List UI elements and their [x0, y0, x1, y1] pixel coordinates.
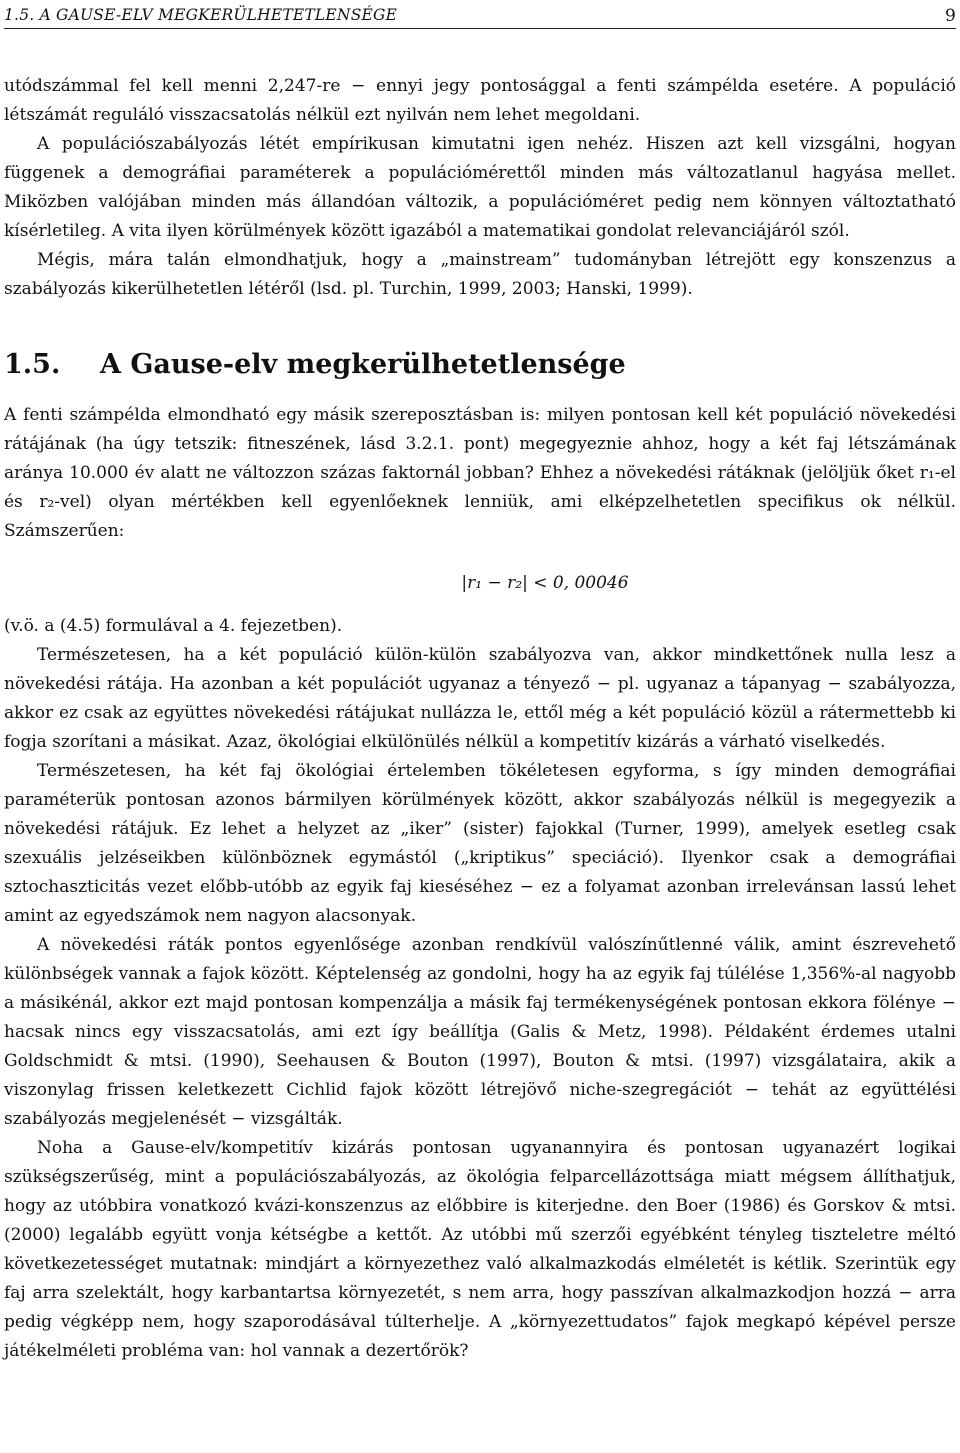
paragraph: A növekedési ráták pontos egyenlősége azonban rendkívül valószínűtlenné válik, amint észrevehető különbségek vannak a fajok között. Képtelenség az gondolni, hogy ha az egyik faj túlélése 1,356%-al nagyobb a másikénál, akkor ezt majd pontosan kompenzálja a másik faj termékenységének pontosan ekkora fölénye − hacsak nincs egy visszacsatolás, ami ezt így beállítja (Galis & Metz, 1998). Példaként érdemes utalni Goldschmidt & mtsi. (1990), Seehausen & Bouton (1997), Bouton & mtsi. (1997) vizsgálataira, akik a viszonylag frissen keletkezett Cichlid fajok között létrejövő niche-szegregációt − tehát az együttélési szabályozás megjelenését − vizsgálták.	[4, 935, 956, 1129]
formula: |r₁ − r₂| < 0, 00046	[461, 573, 629, 593]
header-rule	[4, 28, 956, 29]
paragraph: Természetesen, ha két faj ökológiai értelemben tökéletesen egyforma, s így minden demográfiai paraméterük pontosan azonos bármilyen körülmények között, akkor szabályozás nélkül is megegyezik a növekedési rátájuk. Ez lehet a helyzet az „iker” (sister) fajokkal (Turner, 1999), amelyek esetleg csak szexuális jelzéseikben különböznek egymástól („kriptikus” speciáció). Ilyenkor csak a demográfiai sztochaszticitás vezet előbb-utóbb az egyik faj kieséséhez − ez a folyamat azonban irrelevánsan lassú lehet amint az egyedszámok nem nagyon alacsonyak.	[4, 761, 956, 926]
section-heading	[4, 348, 956, 382]
section-number: 1.5.	[4, 349, 61, 380]
paragraph: Természetesen, ha a két populáció külön-külön szabályozva van, akkor mindkettőnek nulla lesz a növekedési rátája. Ha azonban a két populációt ugyanaz a tényező − pl. ugyanaz a tápanyag − szabályozza, akkor ez csak az együttes növekedési rátájukat nullázza le, ettől még a két populáció közül a rátermettebb ki fogja szorítani a másikat. Azaz, ökológiai elkülönülés nélkül a kompetitív kizárás a várható viselkedés.	[4, 645, 956, 752]
running-title: 1.5. A GAUSE-ELV MEGKERÜLHETETLENSÉGE	[4, 6, 398, 24]
paragraph: utódszámmal fel kell menni 2,247-re − ennyi jegy pontosággal a fenti számpélda esetére. A populáció létszámát reguláló visszacsatolás nélkül ezt nyilván nem lehet megoldani.	[4, 76, 956, 125]
running-header	[4, 6, 956, 28]
paragraph: Mégis, mára talán elmondhatjuk, hogy a „mainstream” tudományban létrejött egy konszenzus a szabályozás kikerülhetetlen létéről (lsd. pl. Turchin, 1999, 2003; Hanski, 1999).	[4, 250, 956, 299]
paragraph: A fenti számpélda elmondható egy másik szereposztásban is: milyen pontosan kell két populáció növekedési rátájának (ha úgy tetszik: fitneszének, lásd 3.2.1. pont) megegyeznie ahhoz, hogy a két faj létszámának aránya 10.000 év alatt ne változzon százas faktornál jobban? Ehhez a növekedési rátáknak (jelöljük őket r₁-el és r₂-vel) olyan mértékben kell egyenlőeknek lenniük, ami elképzelhetetlen specifikus ok nélkül. Számszerűen:	[4, 405, 956, 541]
page-body	[4, 72, 956, 1366]
paragraph: A populációszabályozás létét empírikusan kimutatni igen nehéz. Hiszen azt kell vizsgálni, hogyan függenek a demográfiai paraméterek a populációmérettől minden más változatlanul hagyása mellet. Miközben valójában minden más állandóan változik, a populációméret pedig nem könnyen változtatható kísérletileg. A vita ilyen körülmények között igazából a matematikai gondolat relevanciájáról szól.	[4, 134, 956, 241]
paragraph: (v.ö. a (4.5) formulával a 4. fejezetben).	[4, 616, 343, 636]
paragraph: Noha a Gause-elv/kompetitív kizárás pontosan ugyanannyira és pontosan ugyanazért logikai szükségszerűség, mint a populációszabályozás, az ökológia felparcellázottsága miatt mégsem állíthatjuk, hogy az utóbbira vonatkozó kvázi-konszenzus az előbbire is kiterjedne. den Boer (1986) és Gorskov & mtsi. (2000) legalább együtt vonja kétségbe a kettőt. Az utóbbi mű szerzői egyébként tényleg tiszteletre méltó következetességet mutatnak: mindjárt a környezethez való alkalmazkodás elméletét is kétlik. Szerintük egy faj arra szelektált, hogy karbantartsa környezetét, s nem arra, hogy passzívan alkalmazkodjon hozzá − arra pedig végképp nem, hogy szaporodásával túlterhelje. A „környezettudatos” fajok megkapó képével persze játékelméleti probléma van: hol vannak a dezertőrök?	[4, 1138, 956, 1361]
section-title: A Gause-elv megkerülhetetlensége	[100, 349, 626, 380]
page-number: 9	[944, 6, 956, 26]
